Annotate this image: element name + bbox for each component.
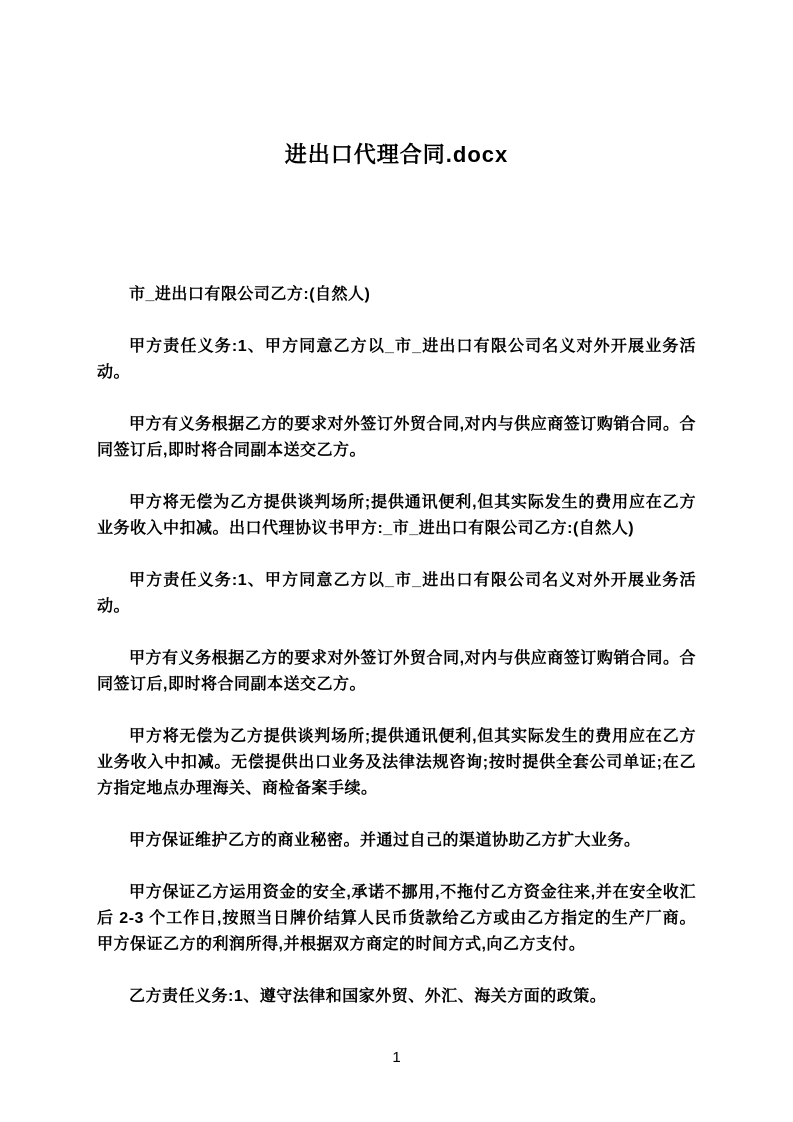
page-number: 1 bbox=[392, 1049, 401, 1066]
paragraph-5: 甲方责任义务:1、甲方同意乙方以_市_进出口有限公司名义对外开展业务活动。 bbox=[97, 572, 696, 615]
paragraph-3: 甲方有义务根据乙方的要求对外签订外贸合同,对内与供应商签订购销合同。合同签订后,即时将合同副本送交乙方。 bbox=[97, 416, 696, 459]
paragraph-7: 甲方将无偿为乙方提供谈判场所;提供通讯便利,但其实际发生的费用应在乙方业务收入中扣减。无偿提供出口业务及法律法规咨询;按时提供全套公司单证;在乙方指定地点办理海关、商检备案手续。 bbox=[97, 728, 696, 797]
paragraph-8: 甲方保证维护乙方的商业秘密。并通过自己的渠道协助乙方扩大业务。 bbox=[129, 832, 641, 849]
paragraph-4: 甲方将无偿为乙方提供谈判场所;提供通讯便利,但其实际发生的费用应在乙方业务收入中扣减。出口代理协议书甲方:_市_进出口有限公司乙方:(自然人) bbox=[97, 494, 696, 537]
document-body bbox=[97, 282, 696, 1010]
document-title: 进出口代理合同.docx bbox=[284, 142, 509, 167]
paragraph-6: 甲方有义务根据乙方的要求对外签订外贸合同,对内与供应商签订购销合同。合同签订后,即时将合同副本送交乙方。 bbox=[97, 650, 696, 693]
paragraph-1: 市_进出口有限公司乙方:(自然人) bbox=[129, 286, 371, 303]
paragraph-10: 乙方责任义务:1、遵守法律和国家外贸、外汇、海关方面的政策。 bbox=[129, 988, 607, 1005]
paragraph-2: 甲方责任义务:1、甲方同意乙方以_市_进出口有限公司名义对外开展业务活动。 bbox=[97, 338, 696, 381]
paragraph-9: 甲方保证乙方运用资金的安全,承诺不挪用,不拖付乙方资金往来,并在安全收汇后 2-3 个工作日,按照当日牌价结算人民币货款给乙方或由乙方指定的生产厂商。甲方保证乙方的利润所得,并根据双方商定的时间方式,向乙方支付。 bbox=[97, 884, 696, 953]
